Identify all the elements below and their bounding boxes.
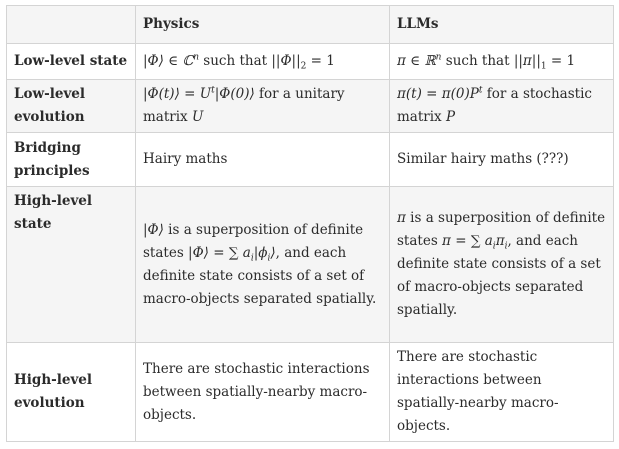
header-corner	[7, 6, 136, 44]
cell-physics-high-level-state: |Φ⟩ is a superposition of definite states |Φ⟩ = ∑ $a_i|\phi_i⟩$, and each definite state consists of a set of macro-objects separated spatially.	[136, 187, 390, 343]
cell-llms-low-level-state: π ∈ ℝ$^n$ such that $||\pi||_1 = 1$	[390, 44, 614, 80]
table-row	[7, 343, 614, 442]
header-llms: LLMs	[390, 6, 614, 44]
table-row	[7, 80, 614, 133]
row-label-high-level-state: High-level state	[7, 187, 136, 343]
row-label-low-level-state: Low-level state	[7, 44, 136, 80]
row-label-bridging-principles: Bridging principles	[7, 133, 136, 187]
comparison-table	[6, 5, 614, 442]
row-label-high-level-evolution: High-level evolution	[7, 343, 136, 442]
row-label-low-level-evolution: Low-level evolution	[7, 80, 136, 133]
table-row	[7, 187, 614, 343]
cell-physics-low-level-evolution: |Φ(t)⟩ = $U^t|\Phi(0)⟩$ for a unitary matrix U	[136, 80, 390, 133]
table-header-row	[7, 6, 614, 44]
cell-physics-high-level-evolution: There are stochastic interactions between spatially-nearby macro-objects.	[136, 343, 390, 442]
header-physics: Physics	[136, 6, 390, 44]
table-row	[7, 133, 614, 187]
table-row	[7, 44, 614, 80]
cell-llms-high-level-state: π is a superposition of definite states π = ∑ $a_i\pi_i$, and each definite state consists of a set of macro-objects separated spatially.	[390, 187, 614, 343]
cell-physics-low-level-state: |Φ⟩ ∈ ℂ$^n$ such that $||\Phi||_2 = 1$	[136, 44, 390, 80]
cell-physics-bridging-principles: Hairy maths	[136, 133, 390, 187]
cell-llms-high-level-evolution: There are stochastic interactions between spatially-nearby macro-objects.	[390, 343, 614, 442]
cell-llms-bridging-principles: Similar hairy maths (???)	[390, 133, 614, 187]
cell-llms-low-level-evolution: $\pi(t) = \pi(0)P^t$ for a stochastic matrix P	[390, 80, 614, 133]
